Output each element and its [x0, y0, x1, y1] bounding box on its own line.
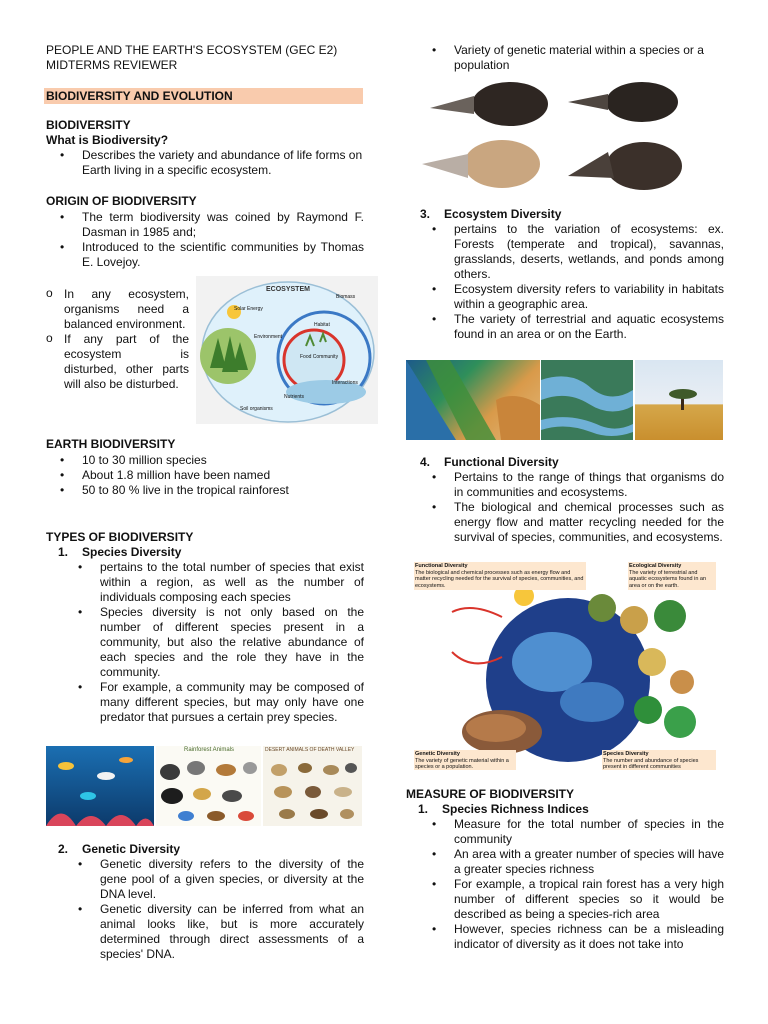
coral-reef-photo	[46, 746, 154, 826]
ecological-caption: Ecological Diversity The variety of terrestrial and aquatic ecosystems found in an area or on the earth.	[628, 562, 716, 590]
genetic-diversity-section	[46, 842, 364, 962]
list-item: • Variety of genetic material within a species or a population	[418, 43, 724, 73]
ecosystem-collage-photo	[406, 360, 540, 440]
diagram-label: Food Community	[300, 354, 339, 360]
ecosystem-diagram	[196, 276, 378, 424]
genetic-diversity-title: 2. Genetic Diversity	[58, 842, 181, 856]
list-item: • 50 to 80 % live in the tropical rainforest	[46, 483, 364, 498]
functional-diversity-section	[418, 455, 724, 545]
genetic-continued	[418, 43, 724, 73]
list-item: • Genetic diversity can be inferred from what an animal looks like, but is more accurately determined through direct assessments of a species' DNA.	[64, 902, 364, 962]
list-item: o If any part of the ecosystem is disturbed, other parts will also be disturbed.	[46, 332, 189, 392]
desert-animals-panel	[263, 746, 362, 826]
origin-sub-list	[46, 287, 189, 392]
list-item: • Genetic diversity refers to the diversity of the gene pool of a given species, or diversity at the DNA level.	[64, 857, 364, 902]
types-heading: TYPES OF BIODIVERSITY	[46, 530, 194, 544]
origin-section	[46, 194, 364, 270]
ecosystem-diversity-section	[418, 207, 724, 342]
diagram-label: Solar Energy	[234, 306, 263, 312]
list-item: o In any ecosystem, organisms need a balanced environment.	[46, 287, 189, 332]
finch-beaks-image	[418, 74, 706, 192]
list-item: • The variety of terrestrial and aquatic ecosystems found in an area or on the Earth.	[418, 312, 724, 342]
savanna-photo	[635, 360, 723, 440]
document-header	[46, 43, 376, 73]
genetic-caption: Genetic Diversity The variety of genetic material within a species or a population.	[414, 750, 516, 770]
list-item: • Introduced to the scientific communities by Thomas E. Lovejoy.	[46, 240, 364, 270]
panel-title: Rainforest Animals	[184, 747, 235, 753]
diagram-label: Nutrients	[284, 394, 305, 400]
list-item: • For example, a community may be composed of many different species, but may only have one predator that pursues a certain prey species.	[64, 680, 364, 725]
species-richness-title: 1. Species Richness Indices	[418, 802, 589, 816]
panel-title: DESERT ANIMALS OF DEATH VALLEY	[265, 747, 355, 753]
reviewer-title: MIDTERMS REVIEWER	[46, 58, 178, 72]
diagram-label: Environment	[254, 334, 283, 340]
diagram-label: Habitat	[314, 322, 330, 328]
list-item: • Describes the variety and abundance of life forms on Earth living in a specific ecosystem.	[46, 148, 364, 178]
species-caption: Species Diversity The number and abundance of species present in different communities	[602, 750, 716, 770]
list-item: • The biological and chemical processes such as energy flow and matter recycling needed for the survival of species, communities, and ecosystems.	[418, 500, 724, 545]
earth-biodiversity-section	[46, 437, 364, 498]
list-item: • Pertains to the range of things that organisms do in communities and ecosystems.	[418, 470, 724, 500]
types-section	[46, 530, 364, 725]
wetlands-photo	[541, 360, 633, 440]
biodiversity-question: What is Biodiversity?	[46, 133, 169, 147]
course-title: PEOPLE AND THE EARTH'S ECOSYSTEM (GEC E2)	[46, 43, 338, 57]
rainforest-animals-panel	[156, 746, 261, 826]
diagram-label: Interactions	[332, 380, 358, 386]
list-item: • Species diversity is not only based on the number of different species present in a community, but also the relative abundance of each species and the role they have in the community.	[64, 605, 364, 680]
list-item: • Ecosystem diversity refers to variability in habitats within a geographic area.	[418, 282, 724, 312]
list-item: • For example, a tropical rain forest has a very high number of different species so it would be described as being a species-rich area	[418, 877, 724, 922]
diagram-label: Biomass	[336, 294, 356, 300]
list-item: • An area with a greater number of species will have a greater species richness	[418, 847, 724, 877]
list-item: • About 1.8 million have been named	[46, 468, 364, 483]
functional-caption: Functional Diversity The biological and chemical processes such as energy flow and matter recycling needed for the survival of species, communities, and ecosystems.	[414, 562, 586, 590]
list-item: • However, species richness can be a misleading indicator of diversity as it does not take into	[418, 922, 724, 952]
origin-heading: ORIGIN OF BIODIVERSITY	[46, 194, 197, 208]
diagram-title: ECOSYSTEM	[266, 286, 310, 293]
list-item: • 10 to 30 million species	[46, 453, 364, 468]
species-diversity-title: 1. Species Diversity	[58, 545, 182, 559]
biodiversity-heading: BIODIVERSITY	[46, 118, 131, 132]
list-item: • pertains to the total number of species that exist within a region, as well as the number of individuals composing each species	[64, 560, 364, 605]
diagram-label: Soil organisms	[240, 406, 273, 412]
biodiversity-section	[46, 118, 364, 178]
functional-diversity-diagram	[412, 562, 716, 770]
section-banner: BIODIVERSITY AND EVOLUTION	[44, 88, 363, 104]
measure-heading: MEASURE OF BIODIVERSITY	[406, 787, 575, 801]
list-item: • The term biodiversity was coined by Raymond F. Dasman in 1985 and;	[46, 210, 364, 240]
list-item: • Measure for the total number of species in the community	[418, 817, 724, 847]
list-item: • pertains to the variation of ecosystems: ex. Forests (temperate and tropical), savannas, grasslands, deserts, wetlands, and ponds among others.	[418, 222, 724, 282]
functional-diversity-title: 4. Functional Diversity	[420, 455, 559, 469]
measure-section	[406, 787, 724, 952]
earth-heading: EARTH BIODIVERSITY	[46, 437, 176, 451]
ecosystem-diversity-title: 3. Ecosystem Diversity	[420, 207, 562, 221]
